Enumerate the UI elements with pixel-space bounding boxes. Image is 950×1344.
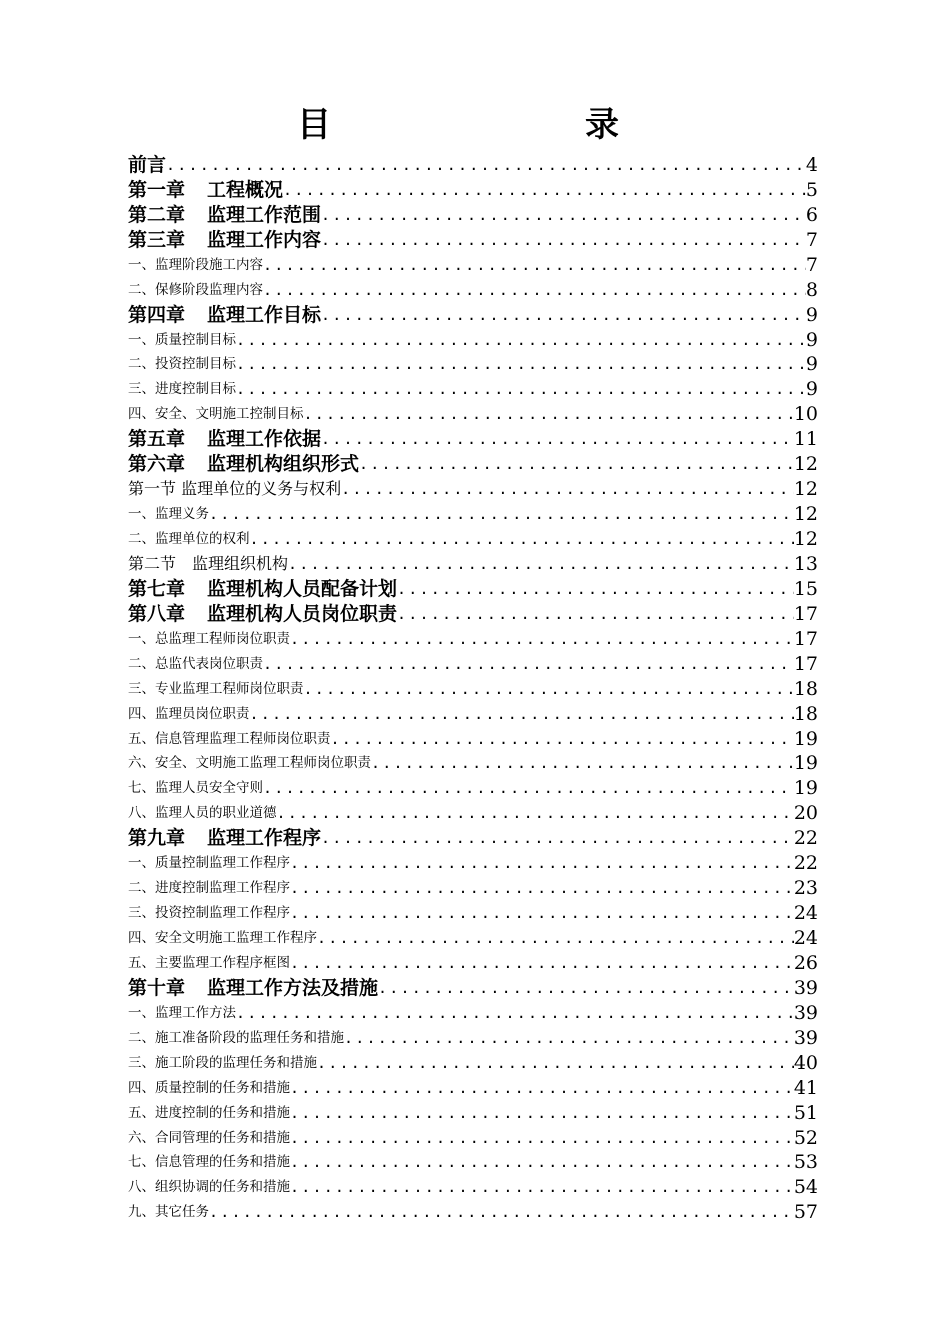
toc-dot-leader (288, 554, 794, 575)
toc-dot-leader (344, 1028, 794, 1049)
toc-entry-label: 监理工作目标 (207, 303, 322, 326)
toc-entry-label: 三、投资控制监理工作程序 (128, 905, 290, 922)
toc-entry[interactable] (128, 974, 818, 999)
toc-chapter-number: 第八章 (128, 602, 186, 625)
toc-entry-label: 二、保修阶段监理内容 (128, 281, 263, 298)
toc-page-number: 9 (805, 303, 818, 326)
toc-entry-label: 前言 (128, 153, 167, 176)
toc-entry[interactable] (128, 251, 818, 276)
toc-page-number: 39 (793, 1001, 818, 1024)
toc-entry-title (128, 553, 288, 575)
toc-entry-label: 三、进度控制目标 (128, 381, 236, 398)
toc-page-number: 12 (793, 503, 818, 526)
toc-dot-leader (317, 1053, 794, 1074)
toc-page-number: 11 (793, 428, 818, 451)
toc-entry[interactable] (128, 924, 818, 949)
toc-entry-label: 一、监理义务 (128, 506, 209, 523)
toc-page-number: 12 (793, 453, 818, 476)
toc-entry-title (128, 1103, 290, 1124)
toc-dot-leader (321, 305, 806, 326)
toc-chapter-number: 第一章 (128, 178, 186, 201)
toc-entry-label: 六、合同管理的任务和措施 (128, 1129, 290, 1146)
toc-entry[interactable] (128, 899, 818, 924)
toc-page-number: 17 (793, 627, 818, 650)
toc-entry[interactable] (128, 525, 818, 550)
toc-entry[interactable] (128, 151, 818, 176)
toc-entry[interactable] (128, 1049, 818, 1074)
toc-dot-leader (321, 205, 806, 226)
toc-entry-label: 五、进度控制的任务和措施 (128, 1104, 290, 1121)
toc-entry[interactable] (128, 575, 818, 600)
toc-entry-label: 监理机构组织形式 (207, 453, 360, 476)
toc-page-number: 54 (793, 1176, 818, 1199)
toc-dot-leader (263, 778, 794, 799)
toc-entry-title (128, 778, 263, 799)
toc-page-number: 20 (793, 802, 818, 825)
toc-entry[interactable] (128, 750, 818, 775)
toc-page-number: 39 (793, 976, 818, 999)
toc-entry[interactable] (128, 1099, 818, 1124)
toc-entry[interactable] (128, 301, 818, 326)
toc-entry[interactable] (128, 849, 818, 874)
toc-entry[interactable] (128, 500, 818, 525)
toc-page-number: 10 (793, 403, 818, 426)
toc-entry-title (128, 1028, 344, 1049)
toc-entry-title (128, 1177, 290, 1198)
toc-dot-leader (378, 978, 794, 999)
toc-entry[interactable] (128, 1074, 818, 1099)
toc-dot-leader (317, 928, 794, 949)
toc-entry-title (128, 1202, 209, 1223)
toc-page-number: 22 (793, 827, 818, 850)
toc-dot-leader (166, 155, 806, 176)
toc-page-number: 4 (805, 153, 818, 176)
toc-entry-label: 六、安全、文明施工监理工程师岗位职责 (128, 755, 371, 772)
toc-entry-title (128, 1053, 317, 1074)
toc-entry[interactable] (128, 650, 818, 675)
toc-entry-label: 第二节 监理组织机构 (128, 553, 289, 573)
toc-dot-leader (290, 1177, 794, 1198)
toc-entry[interactable] (128, 475, 818, 500)
toc-entry[interactable] (128, 1198, 818, 1223)
toc-entry-label: 七、监理人员安全守则 (128, 780, 263, 797)
toc-entry[interactable] (128, 1024, 818, 1049)
toc-entry-title (128, 1128, 290, 1149)
toc-entry-title (128, 529, 250, 550)
toc-dot-leader (290, 953, 794, 974)
toc-entry[interactable] (128, 874, 818, 899)
toc-entry-title (128, 578, 397, 600)
toc-chapter-number: 第九章 (128, 827, 186, 850)
toc-entry-title (128, 304, 321, 326)
toc-entry-title (128, 803, 277, 824)
toc-dot-leader (250, 529, 794, 550)
toc-entry[interactable] (128, 326, 818, 351)
toc-page-number: 41 (793, 1076, 818, 1099)
toc-page-number: 7 (805, 253, 818, 276)
toc-entry[interactable] (128, 375, 818, 400)
toc-dot-leader (397, 579, 794, 600)
toc-entry[interactable] (128, 1173, 818, 1198)
table-of-contents (128, 151, 818, 1223)
toc-entry-title (128, 330, 236, 351)
toc-page-number: 17 (793, 652, 818, 675)
toc-entry-label: 监理工作依据 (207, 428, 322, 451)
toc-entry-title (128, 679, 304, 700)
toc-entry-title (128, 827, 321, 849)
toc-page-number: 13 (793, 552, 818, 575)
toc-entry-title (128, 229, 321, 251)
toc-page-number: 19 (793, 752, 818, 775)
toc-dot-leader (397, 604, 794, 625)
toc-entry-title (128, 280, 263, 301)
toc-page-number: 19 (793, 727, 818, 750)
toc-entry-title (128, 853, 290, 874)
toc-entry-title (128, 704, 250, 725)
toc-dot-leader (290, 878, 794, 899)
toc-chapter-number: 第五章 (128, 428, 186, 451)
toc-page-number: 6 (805, 203, 818, 226)
toc-entry-title (128, 903, 290, 924)
toc-dot-leader (250, 704, 794, 725)
toc-entry-label: 二、监理单位的权利 (128, 531, 250, 547)
toc-dot-leader (283, 180, 806, 201)
toc-chapter-number: 第七章 (128, 577, 186, 600)
toc-entry-label: 监理工作范围 (207, 203, 322, 226)
toc-entry[interactable] (128, 201, 818, 226)
toc-entry[interactable] (128, 226, 818, 251)
toc-entry[interactable] (128, 824, 818, 849)
toc-page-number: 18 (793, 677, 818, 700)
toc-entry[interactable] (128, 625, 818, 650)
toc-entry-title (128, 878, 290, 899)
toc-entry-title (128, 204, 321, 226)
toc-entry-title (128, 977, 378, 999)
toc-entry-title (128, 953, 290, 974)
toc-entry-label: 第一节 监理单位的义务与权利 (128, 479, 342, 499)
toc-entry-title (128, 1003, 236, 1024)
toc-entry-title (128, 154, 166, 176)
toc-entry-label: 二、施工准备阶段的监理任务和措施 (128, 1029, 344, 1046)
toc-entry-title (128, 1152, 290, 1173)
toc-entry-title (128, 654, 263, 675)
toc-dot-leader (263, 280, 806, 301)
toc-dot-leader (290, 853, 794, 874)
toc-dot-leader (321, 429, 794, 450)
toc-entry[interactable] (128, 700, 818, 725)
toc-entry-label: 四、安全、文明施工控制目标 (128, 406, 304, 423)
toc-entry-label: 监理工作程序 (207, 827, 322, 850)
toc-entry-label: 一、质量控制目标 (128, 331, 236, 348)
toc-entry-title (128, 753, 371, 774)
toc-entry-label: 八、组织协调的任务和措施 (128, 1179, 290, 1196)
toc-entry-label: 三、专业监理工程师岗位职责 (128, 680, 304, 697)
toc-page-number: 22 (793, 852, 818, 875)
toc-entry-label: 五、主要监理工作程序框图 (128, 954, 290, 971)
toc-dot-leader (290, 1103, 794, 1124)
toc-chapter-number: 第六章 (128, 453, 186, 476)
toc-entry[interactable] (128, 1124, 818, 1149)
toc-entry-title (128, 255, 263, 276)
toc-dot-leader (331, 729, 794, 750)
toc-page-number: 12 (793, 528, 818, 550)
toc-entry[interactable] (128, 351, 818, 376)
toc-entry-label: 四、监理员岗位职责 (128, 705, 250, 722)
toc-dot-leader (209, 1202, 794, 1223)
toc-dot-leader (236, 354, 806, 375)
toc-dot-leader (236, 330, 806, 351)
toc-entry[interactable] (128, 450, 818, 475)
toc-entry-title (128, 504, 209, 525)
toc-chapter-number: 第三章 (128, 228, 186, 251)
toc-dot-leader (290, 1128, 794, 1149)
toc-page-number: 51 (793, 1101, 818, 1124)
toc-entry-title (128, 629, 290, 650)
toc-chapter-number: 第十章 (128, 976, 186, 999)
toc-dot-leader (290, 903, 794, 924)
toc-entry-label: 一、监理工作方法 (128, 1004, 236, 1021)
toc-entry-title (128, 453, 359, 475)
toc-entry-label: 监理工作方法及措施 (207, 976, 379, 999)
toc-page-number: 26 (793, 951, 818, 974)
toc-page-number: 9 (805, 353, 818, 376)
toc-entry-label: 五、信息管理监理工程师岗位职责 (128, 730, 331, 747)
toc-page-number: 23 (793, 877, 818, 900)
toc-entry-label: 二、总监代表岗位职责 (128, 655, 263, 672)
toc-page-number: 9 (805, 378, 818, 401)
toc-entry[interactable] (128, 600, 818, 625)
toc-entry-title (128, 928, 317, 949)
toc-entry-title (128, 1078, 290, 1099)
toc-entry-title (128, 179, 283, 201)
toc-entry-label: 一、监理阶段施工内容 (128, 256, 263, 273)
page-title: 目 录 (297, 105, 681, 145)
toc-entry[interactable] (128, 1149, 818, 1174)
toc-page-number: 15 (793, 577, 818, 600)
toc-entry-label: 二、进度控制监理工作程序 (128, 880, 290, 897)
toc-entry-title (128, 354, 236, 375)
toc-page-number: 24 (793, 927, 818, 949)
toc-dot-leader (290, 1152, 794, 1173)
toc-entry[interactable] (128, 774, 818, 799)
toc-entry-label: 一、总监理工程师岗位职责 (128, 630, 290, 647)
toc-dot-leader (321, 828, 794, 849)
toc-dot-leader (290, 1078, 794, 1099)
toc-entry[interactable] (128, 949, 818, 974)
toc-dot-leader (304, 679, 794, 700)
toc-page-number: 52 (793, 1126, 818, 1149)
toc-page-number: 19 (793, 777, 818, 800)
toc-entry[interactable] (128, 425, 818, 450)
toc-entry-title (128, 379, 236, 400)
toc-entry-title (128, 404, 304, 425)
toc-page-number: 9 (805, 328, 818, 351)
toc-page-number: 12 (793, 478, 818, 501)
toc-entry-label: 四、质量控制的任务和措施 (128, 1079, 290, 1096)
toc-entry[interactable] (128, 400, 818, 425)
toc-entry-label: 工程概况 (207, 178, 284, 201)
toc-entry-title (128, 478, 341, 500)
toc-entry-label: 一、质量控制监理工作程序 (128, 855, 290, 872)
toc-page-number: 40 (793, 1051, 818, 1074)
toc-dot-leader (277, 803, 794, 824)
toc-dot-leader (304, 404, 794, 425)
toc-dot-leader (359, 454, 794, 475)
toc-entry-label: 八、监理人员的职业道德 (128, 805, 277, 822)
toc-entry[interactable] (128, 176, 818, 201)
toc-entry-label: 二、投资控制目标 (128, 356, 236, 373)
toc-dot-leader (263, 255, 806, 276)
toc-dot-leader (209, 504, 794, 525)
toc-entry[interactable] (128, 725, 818, 750)
toc-entry-label: 三、施工阶段的监理任务和措施 (128, 1054, 317, 1071)
toc-entry-label: 七、信息管理的任务和措施 (128, 1154, 290, 1171)
toc-entry[interactable] (128, 675, 818, 700)
toc-dot-leader (290, 629, 794, 650)
toc-dot-leader (236, 1003, 794, 1024)
toc-page-number: 39 (793, 1026, 818, 1049)
toc-entry-label: 九、其它任务 (128, 1204, 209, 1221)
toc-dot-leader (341, 479, 794, 500)
toc-page-number: 8 (805, 278, 818, 301)
toc-entry-label: 监理机构人员配备计划 (207, 577, 398, 600)
toc-entry-title (128, 428, 321, 450)
toc-chapter-number: 第二章 (128, 203, 186, 226)
toc-entry[interactable] (128, 999, 818, 1024)
toc-page-number: 5 (805, 178, 818, 201)
toc-page-number: 18 (793, 702, 818, 725)
toc-page-number: 7 (805, 228, 818, 251)
toc-dot-leader (321, 230, 806, 251)
toc-entry-label: 四、安全文明施工监理工作程序 (128, 930, 317, 946)
toc-page-number: 53 (793, 1151, 818, 1174)
toc-dot-leader (371, 753, 794, 774)
toc-page-number: 17 (793, 602, 818, 625)
toc-entry-label: 监理工作内容 (207, 228, 322, 251)
toc-dot-leader (263, 654, 794, 675)
toc-entry[interactable] (128, 799, 818, 824)
toc-entry-title (128, 603, 397, 625)
toc-entry[interactable] (128, 276, 818, 301)
toc-entry[interactable] (128, 550, 818, 575)
toc-chapter-number: 第四章 (128, 303, 186, 326)
toc-page-number: 24 (793, 902, 818, 925)
toc-page-number: 57 (793, 1201, 818, 1224)
toc-entry-title (128, 729, 331, 750)
toc-dot-leader (236, 379, 806, 400)
toc-entry-label: 监理机构人员岗位职责 (207, 602, 398, 625)
